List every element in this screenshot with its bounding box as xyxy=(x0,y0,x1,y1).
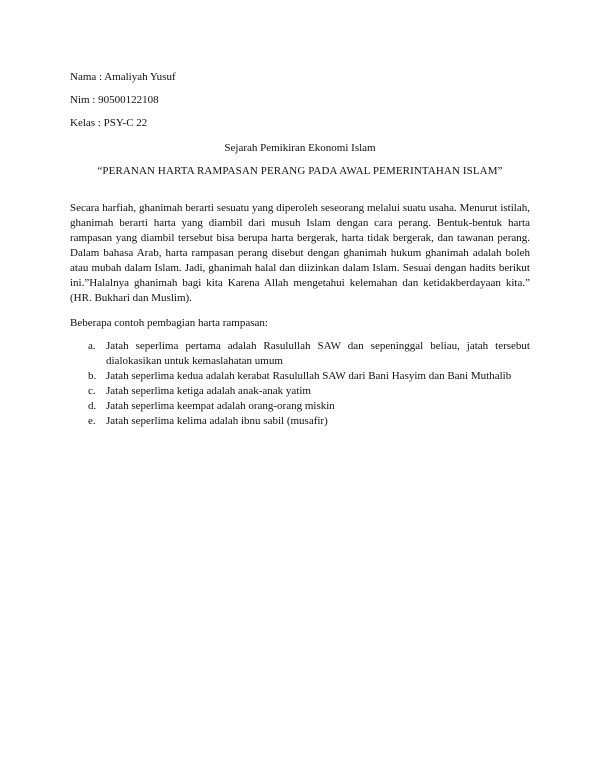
list-item xyxy=(88,399,530,414)
list-item xyxy=(88,339,530,369)
list-marker: d. xyxy=(88,400,97,412)
list-marker: a. xyxy=(88,340,96,352)
student-class: Kelas : PSY-C 22 xyxy=(70,117,148,129)
list-item xyxy=(88,384,530,399)
list-marker: b. xyxy=(88,370,97,382)
list-item-text: Jatah seperlima pertama adalah Rasulullah SAW dan sepeninggal beliau, jatah tersebut dialokasikan untuk kemaslahatan umum xyxy=(106,340,530,367)
body-paragraph: Secara harfiah, ghanimah berarti sesuatu yang diperoleh seseorang melalui suatu usaha. Menurut istilah, ghanimah berarti harta yang diambil dari musuh Islam dengan cara perang. Bentuk-bentuk harta rampasan yang diambil tersebut bisa berupa harta bergerak, harta tidak bergerak, dan tawanan perang. Dalam bahasa Arab, harta rampasan perang disebut dengan ghanimah hukum ghanimah adalah boleh atau mubah dalam Islam. Jadi, ghanimah halal dan diizinkan dalam Islam. Sesuai dengan hadits berikut ini.”Halalnya ghanimah bagi kita Karena Allah mengetahui kelemahan dan ketidakberdayaan kita.” (HR. Bukhari dan Muslim). xyxy=(70,202,530,304)
list-item-text: Jatah seperlima kedua adalah kerabat Rasulullah SAW dari Bani Hasyim dan Bani Muthalib xyxy=(106,370,512,382)
list-item-text: Jatah seperlima keempat adalah orang-orang miskin xyxy=(106,400,335,412)
student-nim: Nim : 90500122108 xyxy=(70,94,159,106)
list-marker: c. xyxy=(88,385,96,397)
distribution-list xyxy=(70,339,530,429)
student-name: Nama : Amaliyah Yusuf xyxy=(70,71,176,83)
list-marker: e. xyxy=(88,415,96,427)
list-item-text: Jatah seperlima ketiga adalah anak-anak yatim xyxy=(106,385,311,397)
list-item xyxy=(88,369,530,384)
list-item xyxy=(88,414,530,429)
document-title: “PERANAN HARTA RAMPASAN PERANG PADA AWAL PEMERINTAHAN ISLAM” xyxy=(97,165,503,177)
list-item-text: Jatah seperlima kelima adalah ibnu sabil (musafir) xyxy=(106,415,328,427)
list-intro: Beberapa contoh pembagian harta rampasan: xyxy=(70,317,268,329)
document-page xyxy=(70,70,530,429)
course-subject: Sejarah Pemikiran Ekonomi Islam xyxy=(224,142,376,154)
